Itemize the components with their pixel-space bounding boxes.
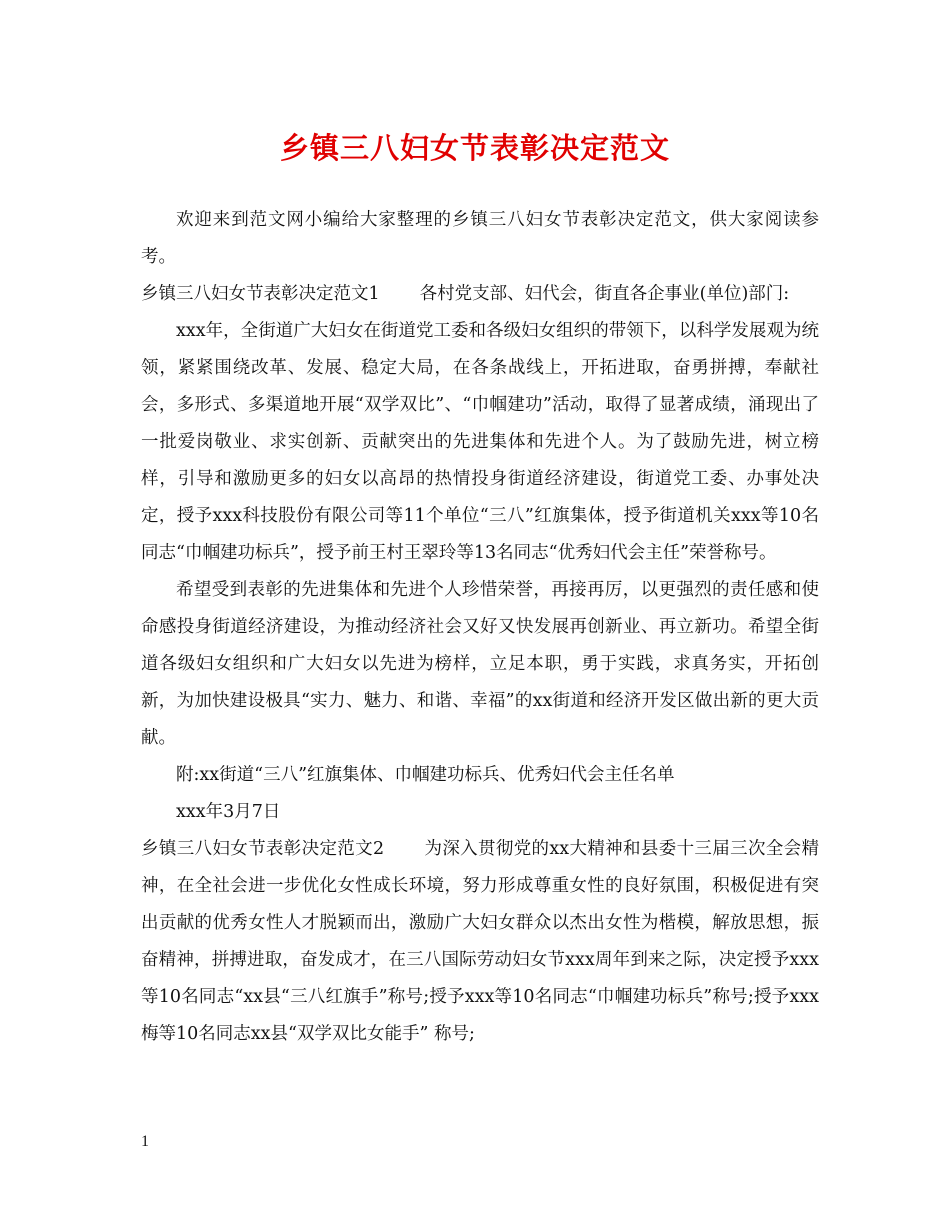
section-1-opening: 各村党支部、妇代会，街直各企事业(单位)部门: — [419, 284, 790, 304]
section-1-heading-line — [141, 276, 819, 313]
intro-paragraph: 欢迎来到范文网小编给大家整理的乡镇三八妇女节表彰决定范文，供大家阅读参考。 — [141, 210, 819, 267]
document-title: 乡镇三八妇女节表彰决定范文 — [279, 131, 670, 165]
section-2-heading-line — [141, 831, 819, 1053]
section-2-body: 为深入贯彻党的xx大精神和县委十三届三次全会精神，在全社会进一步优化女性成长环境，努力形成尊重女性的良好氛围，积极促进有突出贡献的优秀女性人才脱颖而出，激励广大妇女群众以杰出女性为楷模，解放思想，振奋精神，拼搏进取，奋发成才，在三八国际劳动妇女节xxx周年到来之际，决定授予xxx等10名同志“xx县“三八红旗手”称号;授予xxx等10名同志“巾帼建功标兵”称号;授予xxx梅等10名同志xx县“双学双比女能手” 称号; — [141, 839, 819, 1044]
document-body — [141, 202, 819, 1053]
section-1-paragraph: xxx年，全街道广大妇女在街道党工委和各级妇女组织的带领下，以科学发展观为统领，紧紧围绕改革、发展、稳定大局，在各条战线上，开拓进取，奋勇拼搏，奉献社会，多形式、多渠道地开展“双学双比”、“巾帼建功”活动，取得了显著成绩，涌现出了一批爱岗敬业、求实创新、贡献突出的先进集体和先进个人。为了鼓励先进，树立榜样，引导和激励更多的妇女以高昂的热情投身街道经济建设，街道党工委、办事处决定，授予xxx科技股份有限公司等11个单位“三八”红旗集体，授予街道机关xxx等10名同志“巾帼建功标兵”，授予前王村王翠玲等13名同志“优秀妇代会主任”荣誉称号。 — [141, 321, 819, 563]
page-number: 1 — [141, 1133, 149, 1150]
date-line: xxx年3月7日 — [176, 802, 281, 822]
section-2-heading: 乡镇三八妇女节表彰决定范文2 — [141, 839, 385, 859]
section-1-heading: 乡镇三八妇女节表彰决定范文1 — [141, 284, 380, 304]
section-1-paragraph: 希望受到表彰的先进集体和先进个人珍惜荣誉，再接再厉，以更强烈的责任感和使命感投身街道经济建设，为推动经济社会又好又快发展再创新业、再立新功。希望全街道各级妇女组织和广大妇女以先进为榜样，立足本职，勇于实践，求真务实，开拓创新，为加快建设极具“实力、魅力、和谐、幸福”的xx街道和经济开发区做出新的更大贡献。 — [141, 580, 819, 748]
appendix-note: 附:xx街道“三八”红旗集体、巾帼建功标兵、优秀妇代会主任名单 — [176, 765, 675, 785]
